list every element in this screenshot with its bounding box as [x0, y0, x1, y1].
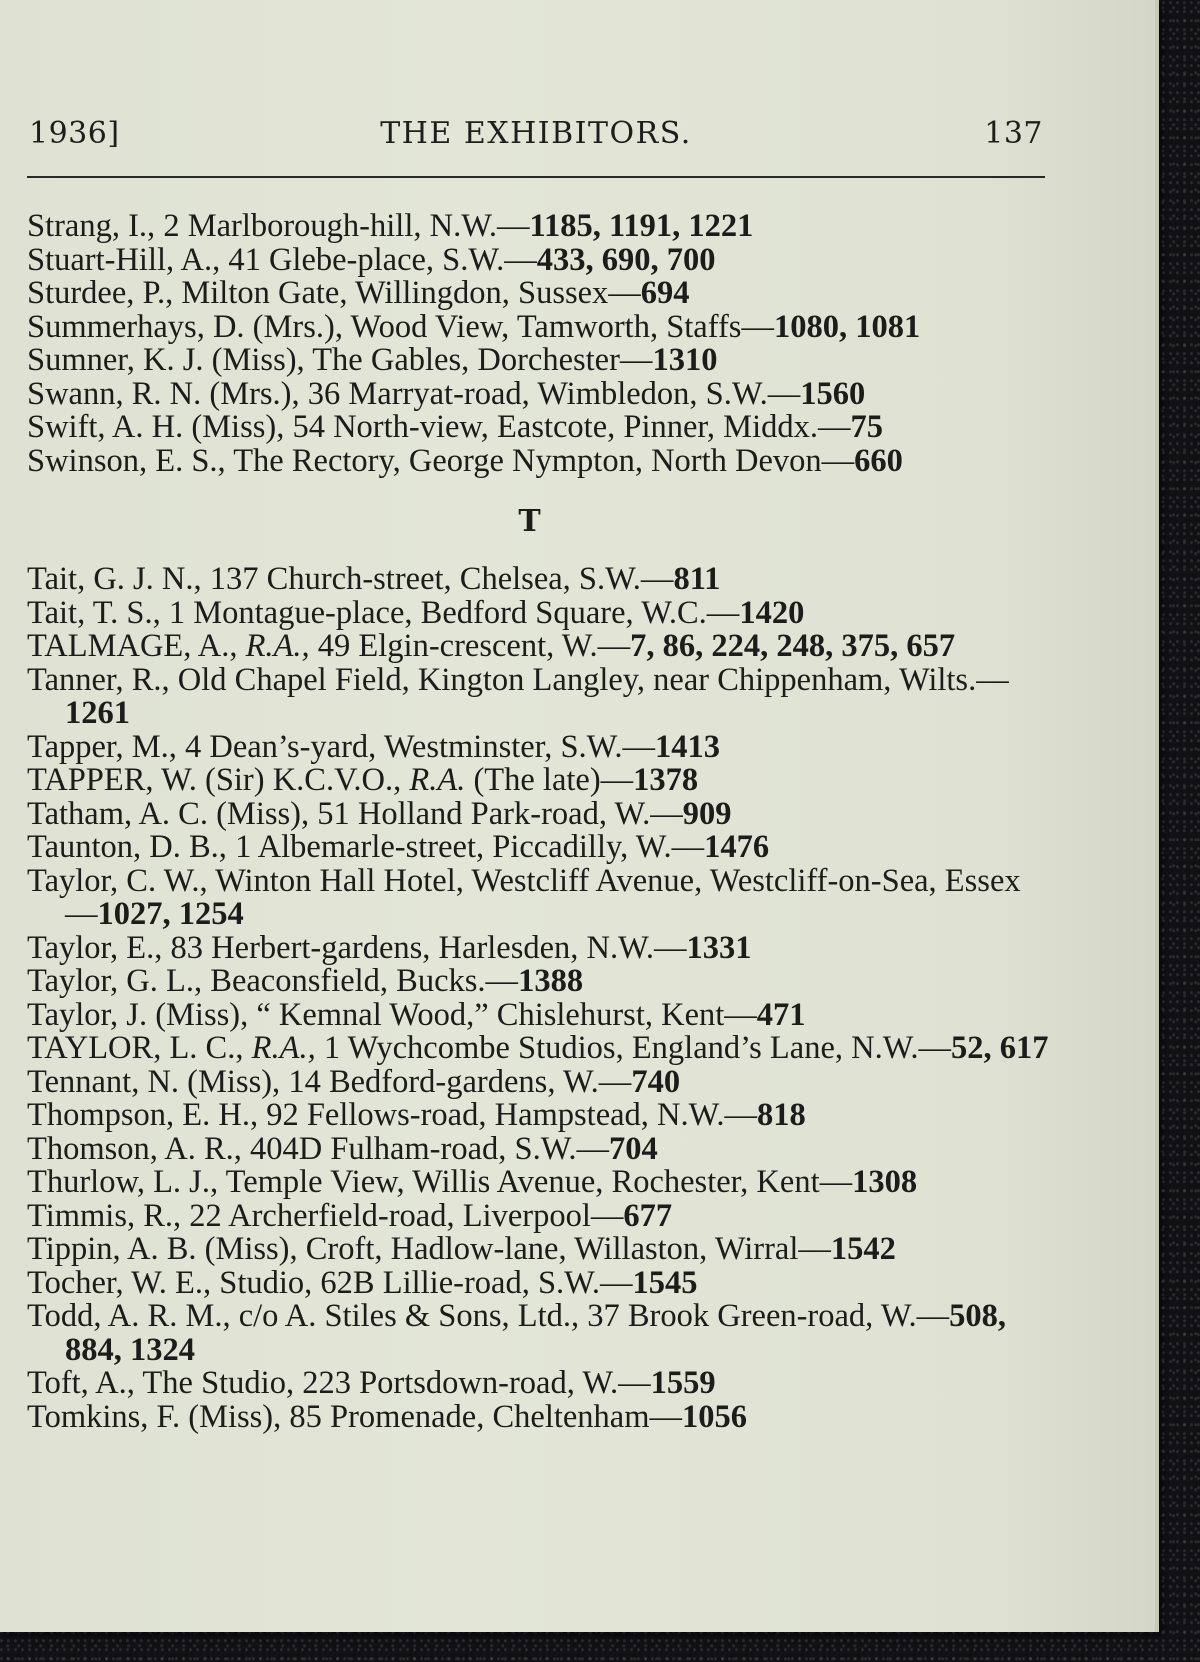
exhibitor-entry — [27, 442, 1052, 479]
exhibitor-entry — [27, 661, 1052, 731]
exhibitor-address: Temple View, Willis Avenue, Rochester, Kent— — [218, 1164, 853, 1200]
exhibitor-address: The Studio, 223 Portsdown-road, W.— — [134, 1365, 651, 1401]
exhibitor-entry — [27, 965, 1052, 999]
exhibitor-name: Tait, G. J. N., — [27, 561, 202, 597]
exhibitor-address: 41 Glebe-place, S.W.— — [220, 241, 537, 278]
section-t — [27, 563, 1052, 1434]
catalogue-numbers: 818 — [756, 1097, 806, 1133]
catalogue-numbers: 677 — [623, 1197, 673, 1234]
exhibitor-name: Thomson, A. R., — [27, 1130, 242, 1167]
exhibitor-name: Swift, A. H. (Miss), — [27, 409, 285, 445]
exhibitor-name: Thompson, E. H., — [27, 1097, 259, 1133]
catalogue-numbers: 909 — [682, 795, 732, 832]
header-rule — [27, 176, 1045, 178]
exhibitor-entry — [27, 1367, 1052, 1401]
catalogue-numbers: 433, 690, 700 — [536, 241, 716, 278]
catalogue-numbers: 52, 617 — [951, 1030, 1049, 1066]
exhibitor-name: Tocher, W. E., — [27, 1264, 212, 1301]
catalogue-numbers: 471 — [756, 996, 806, 1033]
catalogue-numbers: 508, 884, 1324 — [65, 1298, 1007, 1368]
catalogue-numbers: 1331 — [686, 929, 752, 966]
exhibitor-entry — [27, 862, 1052, 932]
exhibitor-address: 51 Holland Park-road, W.— — [309, 795, 683, 832]
catalogue-numbers: 1388 — [518, 963, 584, 999]
exhibitor-name: Taylor, J. (Miss), — [27, 996, 249, 1033]
exhibitor-name: Timmis, R., — [27, 1197, 182, 1234]
academician-title: R.A. — [401, 762, 466, 798]
exhibitor-entry — [27, 728, 1052, 765]
catalogue-numbers: 740 — [631, 1063, 681, 1100]
exhibitor-address: 4 Dean’s-yard, Westminster, S.W.— — [176, 728, 655, 765]
exhibitor-entry — [27, 563, 1052, 597]
catalogue-numbers: 1378 — [633, 762, 699, 798]
catalogue-numbers: 1027, 1254 — [97, 896, 244, 932]
catalogue-numbers: 1420 — [739, 594, 805, 631]
exhibitor-address: 14 Bedford-gardens, W.— — [280, 1063, 632, 1100]
exhibitor-name: Swinson, E. S., — [27, 442, 226, 479]
exhibitor-entry — [27, 375, 1052, 412]
exhibitor-entry — [27, 1063, 1052, 1100]
exhibitor-name: Todd, A. R. M., — [27, 1298, 231, 1334]
exhibitor-name: TAYLOR, L. C., — [27, 1030, 244, 1066]
exhibitor-address: 85 Promenade, Cheltenham— — [281, 1398, 683, 1435]
exhibitor-name: Tippin, A. B. (Miss), — [27, 1231, 298, 1267]
exhibitor-name: Sturdee, P., — [27, 275, 174, 311]
exhibitor-address: Wood View, Tamworth, Staffs— — [342, 308, 774, 345]
exhibitor-name: Tait, T. S., — [27, 594, 161, 631]
exhibitor-name: Toft, A., — [27, 1365, 135, 1401]
exhibitor-address: 1 Wychcombe Studios, England’s Lane, N.W.— — [315, 1030, 952, 1066]
running-head-title: THE EXHIBITORS. — [380, 116, 692, 151]
exhibitor-name: Strang, I., — [27, 208, 156, 244]
catalogue-numbers: 1560 — [800, 375, 866, 412]
exhibitor-address: Old Chapel Field, Kington Langley, near Chippenham, Wilts.— — [169, 661, 1009, 698]
exhibitor-address: “ Kemnal Wood,” Chislehurst, Kent— — [248, 996, 757, 1033]
exhibitor-address: 36 Marryat-road, Wimbledon, S.W.— — [299, 375, 801, 412]
exhibitor-address: c/o A. Stiles & Sons, Ltd., 37 Brook Green-road, W.— — [230, 1298, 950, 1334]
exhibitor-name: Sumner, K. J. (Miss), — [27, 342, 305, 378]
section-letter-heading: T — [518, 504, 541, 539]
catalogue-numbers: 1080, 1081 — [773, 308, 921, 345]
exhibitor-entry — [27, 1130, 1052, 1167]
catalogue-numbers: 75 — [850, 409, 883, 445]
exhibitor-address: 92 Fellows-road, Hampstead, N.W.— — [258, 1097, 757, 1133]
exhibitor-entry — [27, 795, 1052, 832]
exhibitor-name: TALMAGE, A., — [27, 628, 238, 664]
exhibitor-address: The Rectory, George Nympton, North Devon— — [225, 442, 855, 479]
exhibitor-name: Tanner, R., — [27, 661, 170, 698]
exhibitor-entry — [27, 929, 1052, 966]
exhibitor-entry — [27, 594, 1052, 631]
catalogue-numbers: 7, 86, 224, 248, 375, 657 — [630, 628, 956, 664]
exhibitor-entry — [27, 1166, 1052, 1200]
exhibitor-entry — [27, 1233, 1052, 1267]
exhibitor-name: Summerhays, D. (Mrs.), — [27, 308, 343, 345]
exhibitor-list — [27, 210, 1052, 1434]
running-head — [27, 112, 1045, 162]
exhibitor-name: Tomkins, F. (Miss), — [27, 1398, 282, 1435]
academician-title: R.A., — [243, 1030, 316, 1066]
exhibitor-name: Taylor, E., — [27, 929, 163, 966]
exhibitor-name: Tennant, N. (Miss), — [27, 1063, 281, 1100]
exhibitor-address: Croft, Hadlow-lane, Willaston, Wirral— — [297, 1231, 831, 1267]
exhibitor-address: Beaconsfield, Bucks.— — [202, 963, 519, 999]
exhibitor-name: Tapper, M., — [27, 728, 177, 765]
exhibitor-address: The Gables, Dorchester— — [304, 342, 653, 378]
page-number: 137 — [984, 116, 1043, 151]
exhibitor-name: Taunton, D. B., — [27, 829, 227, 865]
catalogue-numbers: 1261 — [65, 695, 130, 731]
exhibitor-entry — [27, 241, 1052, 278]
catalogue-numbers: 811 — [673, 561, 721, 597]
exhibitor-entry — [27, 630, 1052, 664]
catalogue-numbers: 660 — [854, 442, 903, 479]
exhibitor-entry — [27, 996, 1052, 1033]
exhibitor-name: Tatham, A. C. (Miss), — [27, 795, 310, 832]
exhibitor-address: 1 Montague-place, Bedford Square, W.C.— — [160, 594, 740, 631]
exhibitor-address: 54 North-view, Eastcote, Pinner, Middx.— — [284, 409, 851, 445]
exhibitor-name: Taylor, G. L., — [27, 963, 203, 999]
exhibitor-entry — [27, 1032, 1052, 1066]
exhibitor-name: Thurlow, L. J., — [27, 1164, 219, 1200]
exhibitor-address: 2 Marlborough-hill, N.W.— — [155, 208, 530, 244]
exhibitor-entry — [27, 308, 1052, 345]
exhibitor-name: TAPPER, W. (Sir) K.C.V.O., — [27, 762, 402, 798]
exhibitor-entry — [27, 344, 1052, 378]
exhibitor-name: Taylor, C. W., — [27, 862, 208, 899]
catalogue-numbers: 694 — [640, 275, 690, 311]
exhibitor-address: Studio, 62B Lillie-road, S.W.— — [211, 1264, 633, 1301]
exhibitor-entry — [27, 831, 1052, 865]
exhibitor-entry — [27, 1264, 1052, 1301]
catalogue-numbers: 704 — [609, 1130, 658, 1167]
exhibitor-name: Stuart-Hill, A., — [27, 241, 221, 278]
catalogue-numbers: 1185, 1191, 1221 — [529, 208, 754, 244]
exhibitor-entry — [27, 764, 1052, 798]
exhibitor-address: 83 Herbert-gardens, Harlesden, N.W.— — [162, 929, 687, 966]
catalogue-numbers: 1056 — [682, 1398, 748, 1435]
catalogue-numbers: 1542 — [830, 1231, 896, 1267]
section-s — [27, 210, 1052, 478]
catalogue-numbers: 1310 — [652, 342, 718, 378]
exhibitor-address: 22 Archerfield-road, Liverpool— — [181, 1197, 624, 1234]
exhibitor-address: 49 Elgin-crescent, W.— — [309, 628, 631, 664]
exhibitor-address: Milton Gate, Willingdon, Sussex— — [173, 275, 641, 311]
exhibitor-name: Swann, R. N. (Mrs.), — [27, 375, 300, 412]
exhibitor-address: 137 Church-street, Chelsea, S.W.— — [201, 561, 674, 597]
exhibitor-address: Winton Hall Hotel, Westcliff Avenue, Westcliff-on-Sea, Essex— — [65, 862, 1021, 932]
catalogue-numbers: 1476 — [704, 829, 770, 865]
exhibitor-entry — [27, 210, 1052, 244]
catalogue-numbers: 1545 — [632, 1264, 698, 1301]
exhibitor-entry — [27, 277, 1052, 311]
catalogue-numbers: 1559 — [650, 1365, 716, 1401]
catalogue-numbers: 1308 — [852, 1164, 918, 1200]
catalogue-numbers: 1413 — [654, 728, 720, 765]
academician-title: R.A., — [237, 628, 310, 664]
exhibitor-entry — [27, 411, 1052, 445]
exhibitor-address: 1 Albemarle-street, Piccadilly, W.— — [226, 829, 705, 865]
exhibitor-entry — [27, 1398, 1052, 1435]
exhibitor-entry — [27, 1099, 1052, 1133]
exhibitor-entry — [27, 1197, 1052, 1234]
running-head-year: 1936] — [29, 116, 120, 151]
exhibitor-entry — [27, 1300, 1052, 1367]
exhibitor-address: 404D Fulham-road, S.W.— — [241, 1130, 610, 1167]
exhibitor-address: (The late)— — [465, 762, 634, 798]
